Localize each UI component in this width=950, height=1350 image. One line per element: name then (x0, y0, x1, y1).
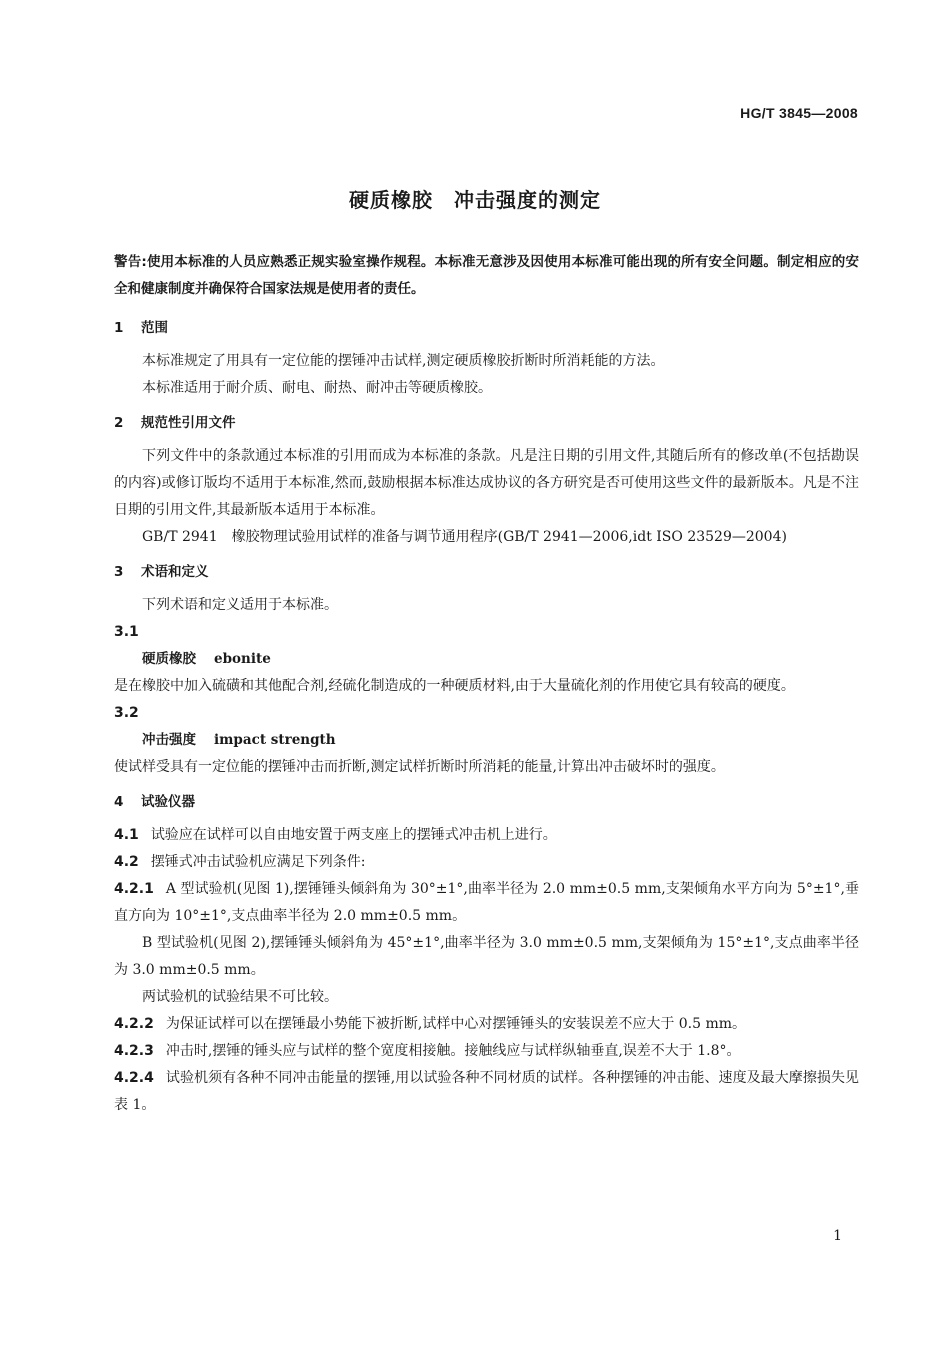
clause-number: 4.2.2 (114, 1016, 154, 1032)
clause-number: 4.2 (114, 854, 139, 870)
paragraph: 下列文件中的条款通过本标准的引用而成为本标准的条款。凡是注日期的引用文件,其随后所有的修改单(不包括勘误的内容)或修订版均不适用于本标准,然而,鼓励根据本标准达成协议的各方研究是否可使用这些文件的最新版本。凡是不注日期的引用文件,其最新版本适用于本标准。 (114, 448, 859, 518)
normative-reference: GB/T 2941 橡胶物理试验用试样的准备与调节通用程序(GB/T 2941—2006,idt ISO 23529—2004) (142, 529, 787, 545)
term-number: 3.2 (114, 705, 139, 721)
clause-4-2-3 (114, 1038, 859, 1065)
section-2-heading (114, 410, 859, 437)
section-number: 1 (114, 320, 124, 336)
clause-4-2-2 (114, 1011, 859, 1038)
paragraph: 本标准规定了用具有一定位能的摆锤冲击试样,测定硬质橡胶折断时所消耗能的方法。 (142, 353, 665, 369)
section-3-heading (114, 559, 859, 586)
paragraph: 本标准适用于耐介质、耐电、耐热、耐冲击等硬质橡胶。 (142, 380, 492, 396)
term-chinese: 冲击强度 (142, 732, 196, 748)
document-title: 硬质橡胶 冲击强度的测定 (349, 188, 601, 212)
section-1-heading (114, 315, 859, 342)
warning-paragraph: 警告:使用本标准的人员应熟悉正规实验室操作规程。本标准无意涉及因使用本标准可能出现的所有安全问题。制定相应的安全和健康制度并确保符合国家法规是使用者的责任。 (114, 254, 859, 297)
term-chinese: 硬质橡胶 (142, 651, 196, 667)
term-english: ebonite (214, 651, 271, 667)
term-entry (114, 646, 859, 673)
section-title: 术语和定义 (141, 564, 209, 580)
term-entry (114, 727, 859, 754)
term-english: impact strength (214, 732, 336, 748)
section-number: 2 (114, 415, 124, 431)
clause-4-2-1 (114, 876, 859, 930)
section-4-heading (114, 789, 859, 816)
clause-number: 4.2.1 (114, 881, 154, 897)
clause-4-2 (114, 849, 859, 876)
paragraph: 下列术语和定义适用于本标准。 (142, 597, 338, 613)
section-number: 3 (114, 564, 124, 580)
section-title: 试验仪器 (141, 794, 195, 810)
clause-4-2-4 (114, 1065, 859, 1119)
clause-number: 4.1 (114, 827, 139, 843)
clause-text: 冲击时,摆锤的锤头应与试样的整个宽度相接触。接触线应与试样纵轴垂直,误差不大于 1.8°。 (165, 1043, 741, 1059)
term-number: 3.1 (114, 624, 139, 640)
clause-text: 摆锤式冲击试验机应满足下列条件: (150, 854, 366, 870)
paragraph: B 型试验机(见图 2),摆锤锤头倾斜角为 45°±1°,曲率半径为 3.0 mm±0.5 mm,支架倾角为 15°±1°,支点曲率半径为 3.0 mm±0.5 mm。 (114, 935, 859, 978)
page-number: 1 (833, 1228, 842, 1244)
standard-code: HG/T 3845—2008 (740, 105, 858, 121)
clause-4-1 (114, 822, 859, 849)
clause-text: 为保证试样可以在摆锤最小势能下被折断,试样中心对摆锤锤头的安装误差不应大于 0.5 mm。 (165, 1016, 747, 1032)
clause-text: 试验应在试样可以自由地安置于两支座上的摆锤式冲击机上进行。 (150, 827, 557, 843)
term-definition: 是在橡胶中加入硫磺和其他配合剂,经硫化制造成的一种硬质材料,由于大量硫化剂的作用使它具有较高的硬度。 (114, 678, 795, 694)
clause-number: 4.2.4 (114, 1070, 154, 1086)
paragraph: 两试验机的试验结果不可比较。 (142, 989, 338, 1005)
document-body (114, 249, 859, 1119)
section-number: 4 (114, 794, 124, 810)
section-title: 规范性引用文件 (141, 415, 236, 431)
clause-text: A 型试验机(见图 1),摆锤锤头倾斜角为 30°±1°,曲率半径为 2.0 mm±0.5 mm,支架倾角水平方向为 5°±1°,垂直方向为 10°±1°,支点曲率半径为 2.0 mm±0.5 mm。 (114, 881, 859, 924)
clause-number: 4.2.3 (114, 1043, 154, 1059)
term-definition: 使试样受具有一定位能的摆锤冲击而折断,测定试样折断时所消耗的能量,计算出冲击破坏时的强度。 (114, 759, 725, 775)
clause-text: 试验机须有各种不同冲击能量的摆锤,用以试验各种不同材质的试样。各种摆锤的冲击能、速度及最大摩擦损失见表 1。 (114, 1070, 859, 1113)
section-title: 范围 (141, 320, 168, 336)
